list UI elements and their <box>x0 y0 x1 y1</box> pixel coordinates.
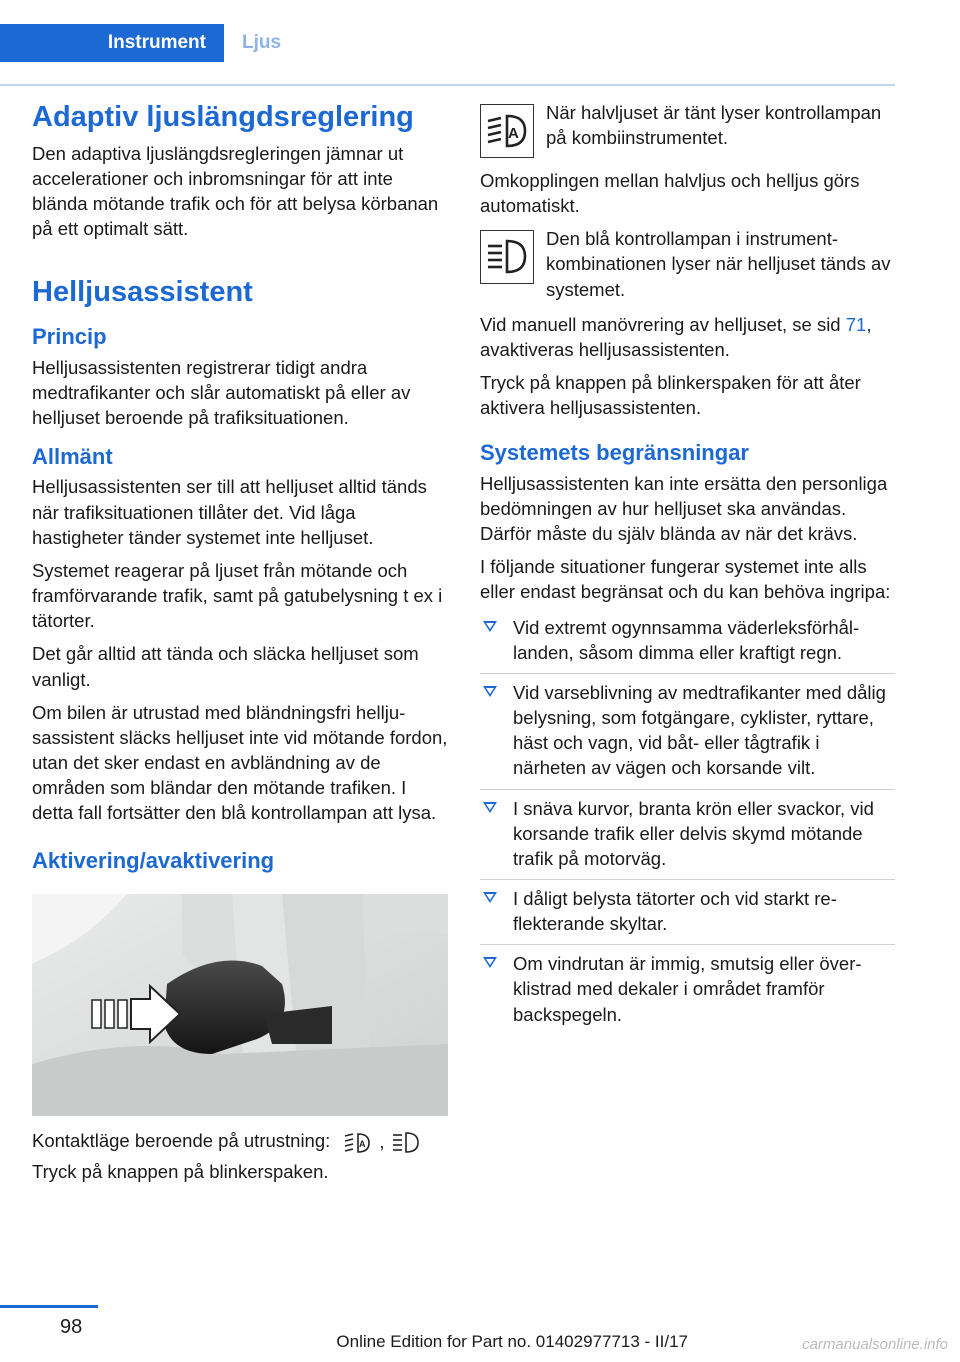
watermark: carmanualsonline.info <box>802 1336 948 1353</box>
list-item <box>480 789 895 879</box>
icon-box-1 <box>480 104 534 158</box>
icon-box-2 <box>480 230 534 284</box>
paragraph-general-1: Helljusassistenten ser till att helljuset alltid tänds när trafiksituationen tillåter det. Vid låga hastigheter tänder systemet inte helljuset. <box>32 476 427 548</box>
paragraph-manual-text-a: Vid manuell manövrering av helljuset, se sid <box>480 313 846 335</box>
bullet-triangle-icon <box>483 621 497 632</box>
heading-high-beam-assistant: Helljusassistent <box>32 276 253 309</box>
paragraph-general-3: Det går alltid att tända och släcka helljuset som vanligt. <box>32 643 419 690</box>
bullet-triangle-icon <box>483 892 497 903</box>
icon-note-low-beam-text: När halvljuset är tänt lyser kontrollampan på kombiinstrumentet. <box>546 102 882 149</box>
tab-instrument[interactable] <box>0 24 224 62</box>
tab-ljus[interactable] <box>224 24 281 62</box>
icon-note-high-beam <box>480 226 895 301</box>
right-column <box>480 100 895 1035</box>
icon-note-low-beam <box>480 100 895 158</box>
limitations-list <box>480 613 895 1035</box>
paragraph-general-2: Systemet reagerar på ljuset från mötande och framförvarande trafik, samt på gatubelysning t ex i tätorter. <box>32 559 443 632</box>
list-item-text: I dåligt belysta tätorter och vid starkt reflekterande skyltar. <box>513 887 837 935</box>
bullet-triangle-icon <box>483 686 497 697</box>
paragraph-switch: Omkopplingen mellan halvljus och helljus görs automatiskt. <box>480 170 860 217</box>
high-beam-icon <box>485 237 529 277</box>
list-item <box>480 613 895 673</box>
paragraph-adaptive: Den adaptiva ljuslängdsregleringen jämnar ut accelerationer och inbromsningar för att inte blända mötande trafik och för att belysa körbanan på ett optimalt sätt. <box>32 142 439 240</box>
bullet-triangle-icon <box>483 957 497 968</box>
caption-icons <box>343 1129 420 1154</box>
edition-note: Online Edition for Part no. 01402977713 - II/17 <box>336 1332 688 1351</box>
heading-limits: Systemets begränsningar <box>480 440 749 466</box>
heading-activation: Aktivering/avaktivering <box>32 847 275 873</box>
caption-comma: , <box>379 1131 385 1153</box>
heading-general: Allmänt <box>32 444 113 470</box>
left-column <box>32 100 450 1192</box>
icon-note-high-beam-text: Den blå kontrollampan i instrumentkombinationen lyser när helljuset tänds av systemet. <box>546 228 891 300</box>
paragraph-press: Tryck på knappen på blinkerspaken för att åter aktivera helljusassistenten. <box>480 372 861 419</box>
header-tabs <box>0 24 895 62</box>
high-beam-icon <box>391 1130 421 1154</box>
list-item-text: Om vindrutan är immig, smutsig eller överklistrad med dekaler i området framför backspegeln. <box>513 953 862 1025</box>
auto-high-beam-icon <box>485 111 529 151</box>
caption-contact <box>32 1128 450 1155</box>
heading-principle: Princip <box>32 324 107 350</box>
svg-text:A: A <box>359 1139 366 1149</box>
heading-adaptive: Adaptiv ljuslängdsreglering <box>32 101 414 133</box>
page-number: 98 <box>60 1316 83 1338</box>
paragraph-principle: Helljusassistenten registrerar tidigt andra medtrafikanter och slår automatiskt på eller av helljuset beroende på trafiksituationen. <box>32 356 411 428</box>
tab-instrument-label: Instrument <box>107 32 206 53</box>
auto-high-beam-icon <box>343 1130 373 1154</box>
header-divider <box>0 84 895 86</box>
paragraph-limits-2: I följande situationer fungerar systemet inte alls eller endast begränsat och du kan behöva ingripa: <box>480 556 891 603</box>
list-item <box>480 879 895 944</box>
bullet-triangle-icon <box>483 802 497 813</box>
paragraph-limits-1: Helljusassistenten kan inte ersätta den personliga bedömningen av hur helljuset ska användas. Därför måste du själv blända av när det krävs. <box>480 472 888 545</box>
paragraph-manual <box>480 312 895 362</box>
footer-rule <box>0 1305 98 1308</box>
list-item-text: Vid varseblivning av medtrafikanter med dålig belysning, som fotgängare, cyklister, ryttare, häst och vagn, vid båt- eller tågtrafik i närheten av vägen och korsande vilt. <box>513 681 886 779</box>
svg-text:A: A <box>508 125 519 142</box>
tab-ljus-label: Ljus <box>242 32 282 53</box>
page-link-71[interactable]: 71 <box>845 313 867 335</box>
paragraph-manual-text-b: , avaktiveras helljusassistenten. <box>480 313 872 360</box>
turn-signal-lever-photo <box>32 894 448 1116</box>
list-item-text: Vid extremt ogynnsamma väderleksförhållanden, såsom dimma eller kraftigt regn. <box>513 616 860 663</box>
caption-press: Tryck på knappen på blinkerspaken. <box>32 1160 329 1182</box>
list-item-text: I snäva kurvor, branta krön eller svackor, vid korsande trafik eller delvis skymd mötande trafik på motorväg. <box>513 797 874 869</box>
list-item <box>480 673 895 789</box>
list-item <box>480 944 895 1034</box>
caption-contact-text: Kontaktläge beroende på utrustning: <box>32 1129 331 1151</box>
paragraph-general-4: Om bilen är utrustad med bländningsfri helljusassistent släcks helljuset inte vid mötande fordon, utan det sker endast en avbländning av de områden som bländar den mötande trafiken. I detta fall fortsätter den blå kontrollampan att lysa. <box>32 701 448 824</box>
